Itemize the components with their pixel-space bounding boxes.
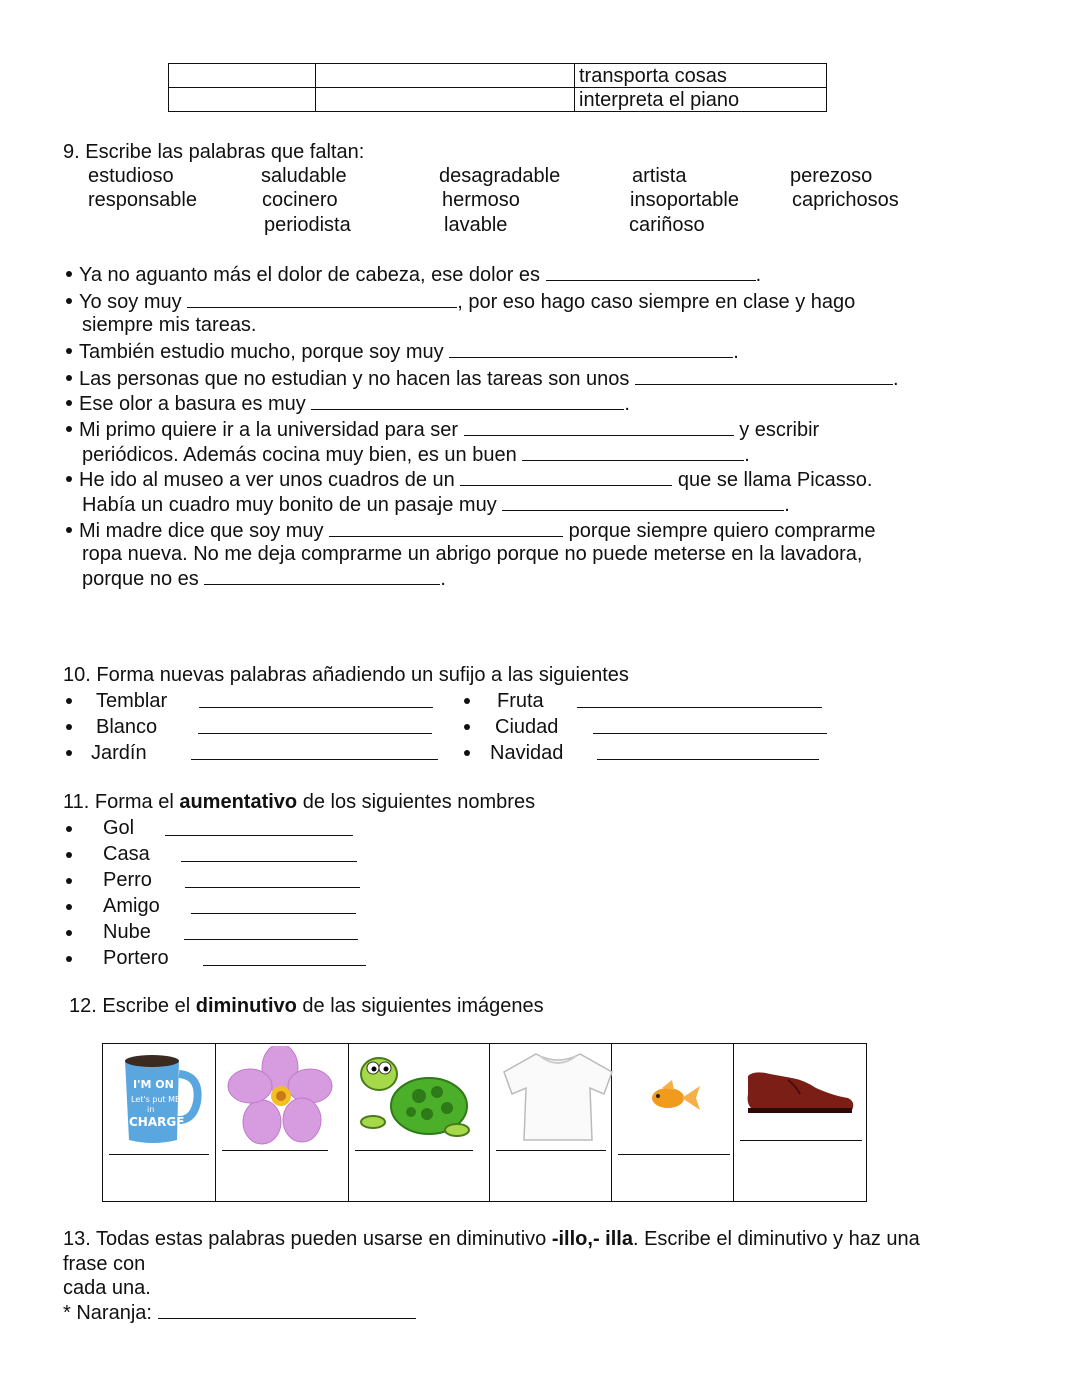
sentence-8-cont: ropa nueva. No me deja comprarme un abrigo porque no puede meterse en la lavadora, xyxy=(82,543,863,565)
sentence-text: Las personas que no estudian y no hacen las tareas son unos xyxy=(79,368,630,390)
exercise-13-title xyxy=(63,1227,920,1252)
sentence-5 xyxy=(79,391,630,417)
sentence-text: que se llama Picasso. xyxy=(677,469,873,491)
period: . xyxy=(733,341,739,363)
sentence-text: Mi madre dice que soy muy xyxy=(79,520,324,542)
sentence-text: Ese olor a basura es muy xyxy=(79,393,306,415)
bullet-icon xyxy=(66,724,72,730)
period: . xyxy=(624,393,630,415)
table-row xyxy=(103,1044,867,1202)
bullet-icon xyxy=(66,298,72,304)
bullet-icon xyxy=(66,348,72,354)
period: . xyxy=(744,444,750,466)
answer-blank[interactable] xyxy=(635,366,893,385)
exercise-13-line2: frase con xyxy=(63,1253,146,1275)
sentence-7 xyxy=(79,467,872,493)
bullet-icon xyxy=(66,930,72,936)
table-cell[interactable] xyxy=(169,64,316,88)
table-cell[interactable] xyxy=(316,64,575,88)
answer-blank[interactable] xyxy=(464,417,734,436)
exercise-10-title: 10. Forma nuevas palabras añadiendo un sufijo a las siguientes xyxy=(63,664,629,686)
bullet-icon xyxy=(464,698,470,704)
list-item: Ciudad xyxy=(495,716,559,738)
list-item: Portero xyxy=(103,947,169,969)
sentence-8 xyxy=(79,518,875,544)
answer-blank[interactable] xyxy=(191,895,356,914)
title-text: 12. Escribe el xyxy=(69,995,196,1017)
sentence-text: Ya no aguanto más el dolor de cabeza, ese dolor es xyxy=(79,264,541,286)
answer-blank[interactable] xyxy=(522,442,744,461)
answer-blank[interactable] xyxy=(204,566,440,585)
title-text: 13. Todas estas palabras pueden usarse en diminutivo xyxy=(63,1228,552,1250)
table-cell[interactable] xyxy=(316,88,575,112)
turtle-image xyxy=(357,1048,471,1140)
title-keyword: aumentativo xyxy=(179,791,298,813)
answer-blank[interactable] xyxy=(502,492,784,511)
sentence-text: porque no es xyxy=(82,568,199,590)
title-keyword: -illo,- illa xyxy=(551,1228,633,1250)
word-bank-item: periodista xyxy=(264,214,351,236)
bullet-icon xyxy=(66,698,72,704)
word-bank-item: lavable xyxy=(444,214,508,236)
bullet-icon xyxy=(66,271,72,277)
list-item: Navidad xyxy=(490,742,564,764)
mug-text: Let's put ME xyxy=(131,1095,181,1104)
item-label: * Naranja: xyxy=(63,1302,152,1324)
sentence-3 xyxy=(79,339,739,365)
answer-blank[interactable] xyxy=(165,817,353,836)
period: . xyxy=(892,368,899,390)
tshirt-image xyxy=(500,1050,616,1142)
word-bank-item: saludable xyxy=(261,165,347,187)
picture-table xyxy=(102,1043,867,1202)
table-cell: interpreta el piano xyxy=(575,88,827,112)
sentence-text: periódicos. Además cocina muy bien, es un buen xyxy=(82,444,517,466)
exercise-11-title xyxy=(63,790,535,815)
sentence-8-end xyxy=(82,566,446,592)
picture-cell-flower xyxy=(216,1044,349,1202)
title-text: 11. Forma el xyxy=(63,791,180,813)
answer-blank[interactable] xyxy=(185,869,360,888)
word-bank-item: insoportable xyxy=(630,189,739,211)
list-item: Jardín xyxy=(91,742,147,764)
title-text: de las siguientes imágenes xyxy=(296,995,544,1017)
answer-blank[interactable] xyxy=(187,289,457,308)
list-item: Gol xyxy=(103,817,135,839)
answer-blank[interactable] xyxy=(597,741,819,760)
bullet-icon xyxy=(464,724,470,730)
list-item: Fruta xyxy=(497,690,544,712)
mug-text: in xyxy=(147,1105,155,1114)
word-bank-item: responsable xyxy=(88,189,197,211)
exercise-9-title: 9. Escribe las palabras que faltan: xyxy=(63,141,365,163)
answer-blank[interactable] xyxy=(329,518,563,537)
goldfish-image xyxy=(644,1078,704,1118)
answer-table xyxy=(168,63,827,112)
sentence-text: y escribir xyxy=(739,419,820,441)
sentence-4 xyxy=(79,366,899,392)
bullet-icon xyxy=(66,527,72,533)
exercise-13-item xyxy=(63,1300,416,1326)
bullet-icon xyxy=(66,956,72,962)
sentence-7-cont xyxy=(82,492,790,518)
answer-line[interactable] xyxy=(496,1150,606,1151)
bullet-icon xyxy=(66,904,72,910)
list-item: Blanco xyxy=(96,716,158,738)
period: . xyxy=(755,264,762,286)
period: . xyxy=(440,568,446,590)
answer-blank[interactable] xyxy=(460,467,672,486)
answer-line[interactable] xyxy=(355,1150,473,1151)
answer-line[interactable] xyxy=(618,1154,730,1155)
sentence-text: , por eso hago caso siempre en clase y hago xyxy=(457,291,856,313)
answer-blank[interactable] xyxy=(198,715,432,734)
word-bank-item: desagradable xyxy=(439,165,561,187)
word-bank-item: cocinero xyxy=(262,189,338,211)
bullet-icon xyxy=(66,400,72,406)
answer-blank[interactable] xyxy=(184,921,358,940)
picture-cell-mug xyxy=(103,1044,216,1202)
exercise-13-line3: cada una. xyxy=(63,1277,151,1299)
title-text: . Escribe el diminutivo y haz una xyxy=(632,1228,920,1250)
answer-blank[interactable] xyxy=(577,689,822,708)
bullet-icon xyxy=(66,426,72,432)
table-row xyxy=(169,88,827,112)
title-keyword: diminutivo xyxy=(195,995,297,1017)
answer-blank[interactable] xyxy=(449,339,733,358)
answer-blank[interactable] xyxy=(199,689,433,708)
picture-cell-shoe xyxy=(734,1044,867,1202)
mug-text: CHARGE xyxy=(129,1115,185,1129)
list-item: Amigo xyxy=(103,895,160,917)
picture-cell-turtle xyxy=(349,1044,490,1202)
sentence-6 xyxy=(79,417,819,443)
mug-text: I'M ON xyxy=(133,1078,174,1091)
sentence-2-cont: siempre mis tareas. xyxy=(82,314,257,336)
sentence-1 xyxy=(79,262,761,288)
answer-blank[interactable] xyxy=(191,741,438,760)
mug-image xyxy=(117,1050,203,1146)
word-bank-item: perezoso xyxy=(790,165,873,187)
word-bank-item: estudioso xyxy=(88,165,174,187)
flower-image xyxy=(226,1046,334,1146)
answer-blank[interactable] xyxy=(158,1300,416,1319)
sentence-text: porque siempre quiero comprarme xyxy=(568,520,876,542)
bullet-icon xyxy=(66,375,72,381)
list-item: Casa xyxy=(103,843,150,865)
bullet-icon xyxy=(66,750,72,756)
table-cell[interactable] xyxy=(169,88,316,112)
bullet-icon xyxy=(66,476,72,482)
answer-blank[interactable] xyxy=(181,843,357,862)
shoe-image xyxy=(744,1068,856,1118)
word-bank-item: hermoso xyxy=(442,189,520,211)
bullet-icon xyxy=(66,878,72,884)
sentence-text: Yo soy muy xyxy=(79,291,182,313)
answer-blank[interactable] xyxy=(203,947,366,966)
sentence-6-cont xyxy=(82,442,750,468)
answer-line[interactable] xyxy=(740,1140,862,1141)
exercise-12-title xyxy=(69,994,544,1019)
table-cell: transporta cosas xyxy=(575,64,827,88)
word-bank-item: artista xyxy=(632,165,687,187)
sentence-text: También estudio mucho, porque soy muy xyxy=(79,341,444,363)
sentence-text: Mi primo quiere ir a la universidad para ser xyxy=(79,419,459,441)
bullet-icon xyxy=(66,826,72,832)
answer-blank[interactable] xyxy=(311,391,624,410)
picture-cell-tshirt xyxy=(490,1044,612,1202)
list-item: Temblar xyxy=(96,690,168,712)
picture-cell-fish xyxy=(612,1044,734,1202)
sentence-2 xyxy=(79,289,855,315)
table-row xyxy=(169,64,827,88)
sentence-text: Había un cuadro muy bonito de un pasaje muy xyxy=(82,494,497,516)
bullet-icon xyxy=(464,750,470,756)
list-item: Perro xyxy=(103,869,152,891)
sentence-text: He ido al museo a ver unos cuadros de un xyxy=(79,469,455,491)
list-item: Nube xyxy=(103,921,151,943)
title-text: de los siguientes nombres xyxy=(297,791,536,813)
word-bank-item: cariñoso xyxy=(629,214,705,236)
answer-blank[interactable] xyxy=(593,715,827,734)
period: . xyxy=(784,494,790,516)
answer-line[interactable] xyxy=(109,1154,209,1155)
answer-line[interactable] xyxy=(222,1150,328,1151)
answer-blank[interactable] xyxy=(546,262,756,281)
word-bank-item: caprichosos xyxy=(792,189,899,211)
bullet-icon xyxy=(66,852,72,858)
